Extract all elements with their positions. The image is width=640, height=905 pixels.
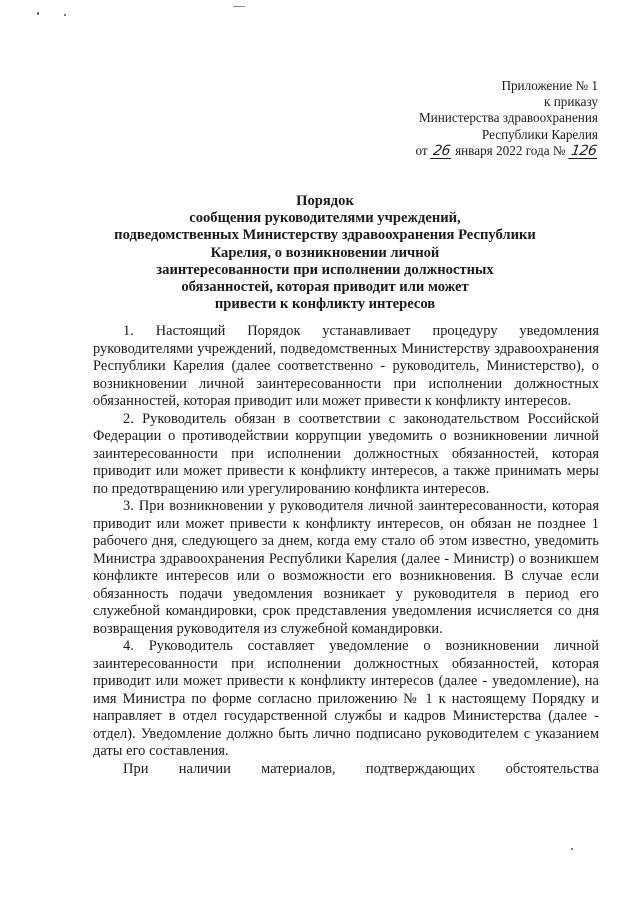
appendix-line: Республики Карелия: [481, 126, 598, 142]
appendix-line: к приказу: [544, 94, 598, 110]
title-line: подведомственных Министерству здравоохранения Республики: [114, 227, 536, 244]
title-line: заинтересованности при исполнении должностных: [156, 261, 494, 278]
date-middle: января 2022 года №: [455, 142, 566, 158]
document-body: [93, 323, 599, 778]
date-prefix: от: [415, 142, 428, 158]
paragraph-3: 3. При возникновении у руководителя личной заинтересованности, которая приводит или может привести к конфликту интересов, он обязан не позднее 1 рабочего дня, следующего за днем, когда ему стало об этом известно, уведомить Министра здравоохранения Республики Карелия (далее - Министр) о возникшем конфликте интересов или о возможности его возникновения. В случае если обязанность подачи уведомления возникает у руководителя в период его служебной командировки, срок представления уведомления исчисляется со дня возвращения руководителя из служебной командировки.: [93, 498, 599, 637]
appendix-line: Приложение № 1: [501, 78, 598, 93]
scan-mark: [233, 6, 245, 7]
paragraph-4: 4. Руководитель составляет уведомление о возникновении личной заинтересованности при исполнении должностных обязанностей, которая приводит или может привести к конфликту интересов (далее - уведомление), на имя Министра по форме согласно приложению № 1 к настоящему Порядку и направляет в отдел государственной службы и кадров Министерства (далее - отдел). Уведомление должно быть лично подписано руководителем с указанием даты его составления.: [93, 638, 599, 759]
title-line: Порядок: [296, 193, 354, 209]
title-line: Карелия, о возникновении личной: [210, 244, 440, 261]
title-line: сообщения руководителями учреждений,: [189, 210, 461, 227]
title-line: привести к конфликту интересов: [214, 296, 436, 313]
title-line: обязанностей, которая приводит или может: [181, 279, 469, 296]
paragraph-2: 2. Руководитель обязан в соответствии с законодательством Российской Федерации о противодействии коррупции уведомить о возникновении личной заинтересованности при исполнении должностных обязанностей, которая приводит или может привести к конфликту интересов, а также принимать меры по предотвращению или урегулированию конфликта интересов.: [93, 410, 599, 497]
scan-speck: [64, 14, 66, 16]
scan-speck: [571, 848, 573, 850]
handwritten-order-number: 126: [569, 142, 598, 159]
order-date-line: [415, 143, 598, 159]
paragraph-continuation: При наличии материалов, подтверждающих обстоятельства: [123, 760, 599, 777]
appendix-line: Министерства здравоохранения: [418, 110, 598, 126]
handwritten-day: 26: [431, 142, 452, 159]
document-title: [92, 193, 558, 313]
paragraph-1: 1. Настоящий Порядок устанавливает процедуру уведомления руководителями учреждений, подведомственных Министерству здравоохранения Республики Карелия (далее соответственно - руководитель, Министерство), о возникновении личной заинтересованности при исполнении должностных обязанностей, которая приводит или может привести к конфликту интересов.: [93, 323, 599, 409]
appendix-header: [415, 78, 598, 159]
scan-speck: [37, 12, 39, 15]
